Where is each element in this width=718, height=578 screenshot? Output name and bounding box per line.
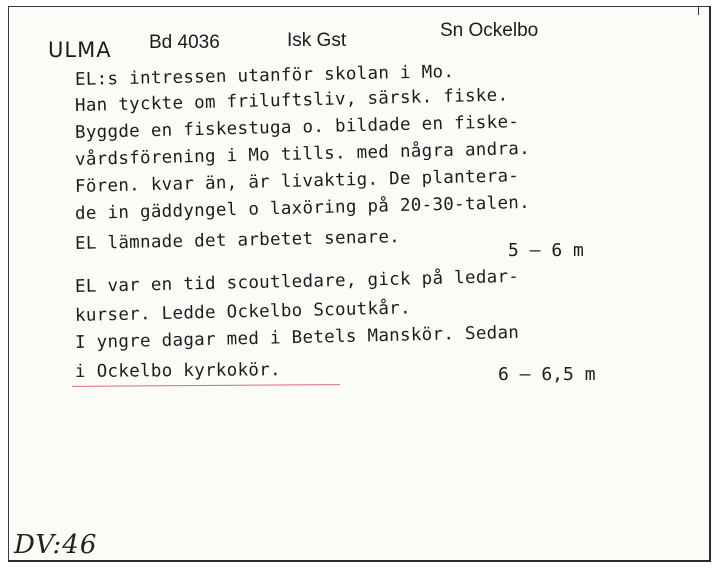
- text-line: Fören. kvar än, är livaktig. De plantera-: [74, 166, 520, 197]
- measurement-range: 6 – 6,5 m: [498, 364, 596, 385]
- volume-number: Bd 4036: [149, 32, 220, 53]
- text-line: de in gäddyngel o laxöring på 20-30-talen.: [74, 192, 531, 224]
- card-corner-mark: [698, 7, 709, 15]
- informant-code: Isk Gst: [287, 30, 347, 51]
- archive-name: ULMA: [48, 38, 112, 62]
- text-line: EL:s intressen utanför skolan i Mo.: [74, 62, 455, 90]
- text-line: EL var en tid scoutledare, gick på ledar-: [74, 266, 520, 297]
- handwritten-reference: DV:46: [14, 530, 98, 560]
- text-line: i Ockelbo kyrkokör.: [74, 360, 281, 382]
- text-line: vårdsförening i Mo tills. med några andra.: [74, 138, 531, 170]
- measurement-range: 5 – 6 m: [508, 240, 584, 261]
- text-line: I yngre dagar med i Betels Manskör. Sedan: [74, 322, 520, 353]
- parish-name: Sn Ockelbo: [440, 20, 539, 41]
- text-line: kurser. Ledde Ockelbo Scoutkår.: [74, 298, 412, 326]
- text-line: Byggde en fiskestuga o. bildade en fiske-: [74, 112, 520, 143]
- text-line: Han tyckte om friluftsliv, särsk. fiske.: [74, 85, 509, 116]
- text-line: EL lämnade det arbetet senare.: [74, 227, 401, 254]
